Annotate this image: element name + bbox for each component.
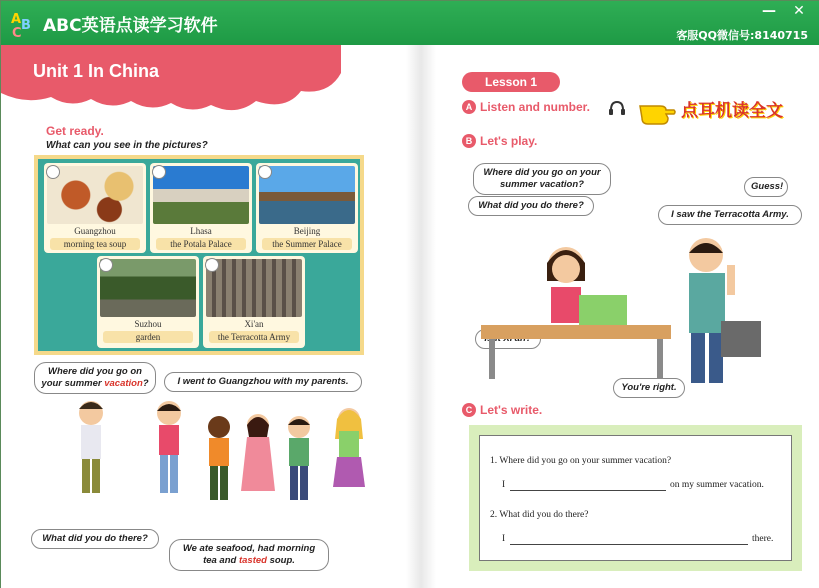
app-title: ABC英语点读学习软件	[43, 16, 218, 36]
lesson-title: Lesson 1	[462, 72, 560, 92]
section-badge: A	[462, 100, 476, 114]
number-circle[interactable]	[205, 258, 219, 272]
bubble-seafood[interactable]	[169, 539, 329, 571]
place-label[interactable]: morning tea soup	[50, 238, 140, 250]
abc-logo-icon	[9, 9, 39, 39]
number-circle[interactable]	[152, 165, 166, 179]
bubble-where-vacation[interactable]	[34, 362, 156, 394]
bubble-youre-right[interactable]: You're right.	[613, 378, 685, 398]
place-name: Suzhou	[134, 319, 162, 329]
support-contact: 客服QQ微信号:8140715	[676, 29, 808, 42]
svg-text:B: B	[21, 18, 31, 33]
get-ready-heading: Get ready.	[46, 124, 104, 138]
page-gutter	[406, 45, 436, 588]
svg-text:C: C	[12, 26, 22, 39]
card-xian[interactable]	[203, 256, 305, 348]
answer-1-blank[interactable]	[510, 490, 666, 491]
bubble-guangzhou[interactable]: I went to Guangzhou with my parents.	[164, 372, 362, 392]
section-badge: B	[462, 134, 476, 148]
place-name: Lhasa	[190, 226, 212, 236]
children-illustration	[61, 395, 381, 530]
pictures-question[interactable]: What can you see in the pictures?	[46, 140, 208, 151]
pointing-hand-icon[interactable]	[638, 92, 678, 128]
photo-lhasa	[153, 166, 249, 224]
answer-2-suffix: there.	[752, 534, 774, 544]
bubble-terracotta[interactable]: I saw the Terracotta Army.	[658, 205, 802, 225]
place-name: Xi'an	[244, 319, 264, 329]
card-suzhou[interactable]	[97, 256, 199, 348]
bubble-text: Where did you go on	[48, 366, 142, 377]
number-circle[interactable]	[258, 165, 272, 179]
play-illustration	[481, 225, 781, 395]
place-label[interactable]: the Potala Palace	[156, 238, 246, 250]
section-text: Let's write.	[480, 403, 543, 417]
card-lhasa[interactable]	[150, 163, 252, 253]
card-guangzhou[interactable]	[44, 163, 146, 253]
bubble-text: We ate seafood, had morning	[182, 543, 316, 554]
answer-2-prefix: I	[502, 534, 506, 544]
photo-guangzhou	[47, 166, 143, 224]
bubble-highlight: vacation	[104, 378, 143, 389]
bubble-highlight: tasted	[238, 555, 267, 566]
place-name: Beijing	[293, 226, 321, 236]
bubble-text: your summer	[41, 378, 105, 389]
headphones-icon[interactable]	[608, 100, 626, 116]
title-bar[interactable]	[1, 1, 819, 45]
unit-title: Unit 1 In China	[33, 61, 159, 81]
bubble-what-play[interactable]: What did you do there?	[468, 196, 594, 216]
photo-suzhou	[100, 259, 196, 317]
close-button[interactable]: ✕	[793, 3, 805, 19]
bubble-guess[interactable]: Guess!	[744, 177, 788, 197]
card-beijing[interactable]	[256, 163, 358, 253]
place-name: Guangzhou	[74, 226, 116, 236]
writing-panel	[469, 425, 802, 571]
section-text: Let's play.	[480, 134, 538, 148]
write-question-2[interactable]: 2. What did you do there?	[490, 510, 589, 520]
answer-1-prefix: I	[502, 480, 506, 490]
bubble-text: tea and	[203, 555, 239, 566]
answer-1-suffix: on my summer vacation.	[670, 480, 764, 490]
section-c[interactable]	[462, 403, 542, 417]
photo-beijing	[259, 166, 355, 224]
minimize-button[interactable]: —	[762, 3, 776, 19]
answer-2-blank[interactable]	[510, 544, 748, 545]
section-a[interactable]	[462, 100, 590, 114]
bubble-where-play[interactable]: Where did you go on your summer vacation?	[473, 163, 611, 195]
bubble-text: soup.	[266, 555, 295, 566]
read-all-button[interactable]: 点耳机读全文	[681, 101, 783, 121]
place-label[interactable]: garden	[103, 331, 193, 343]
picture-panel	[34, 155, 364, 355]
place-label[interactable]: the Summer Palace	[262, 238, 352, 250]
bubble-text: ?	[142, 378, 149, 389]
write-question-1[interactable]: 1. Where did you go on your summer vacation?	[490, 456, 672, 466]
picture-panel-inner	[38, 159, 360, 351]
number-circle[interactable]	[99, 258, 113, 272]
section-b[interactable]	[462, 134, 537, 148]
svg-text:A: A	[11, 12, 22, 27]
bubble-what-did[interactable]: What did you do there?	[31, 529, 159, 549]
book-spread	[1, 45, 819, 588]
writing-box	[479, 435, 792, 561]
section-badge: C	[462, 403, 476, 417]
number-circle[interactable]	[46, 165, 60, 179]
photo-xian	[206, 259, 302, 317]
section-text: Listen and number.	[480, 100, 591, 114]
place-label[interactable]: the Terracotta Army	[209, 331, 299, 343]
